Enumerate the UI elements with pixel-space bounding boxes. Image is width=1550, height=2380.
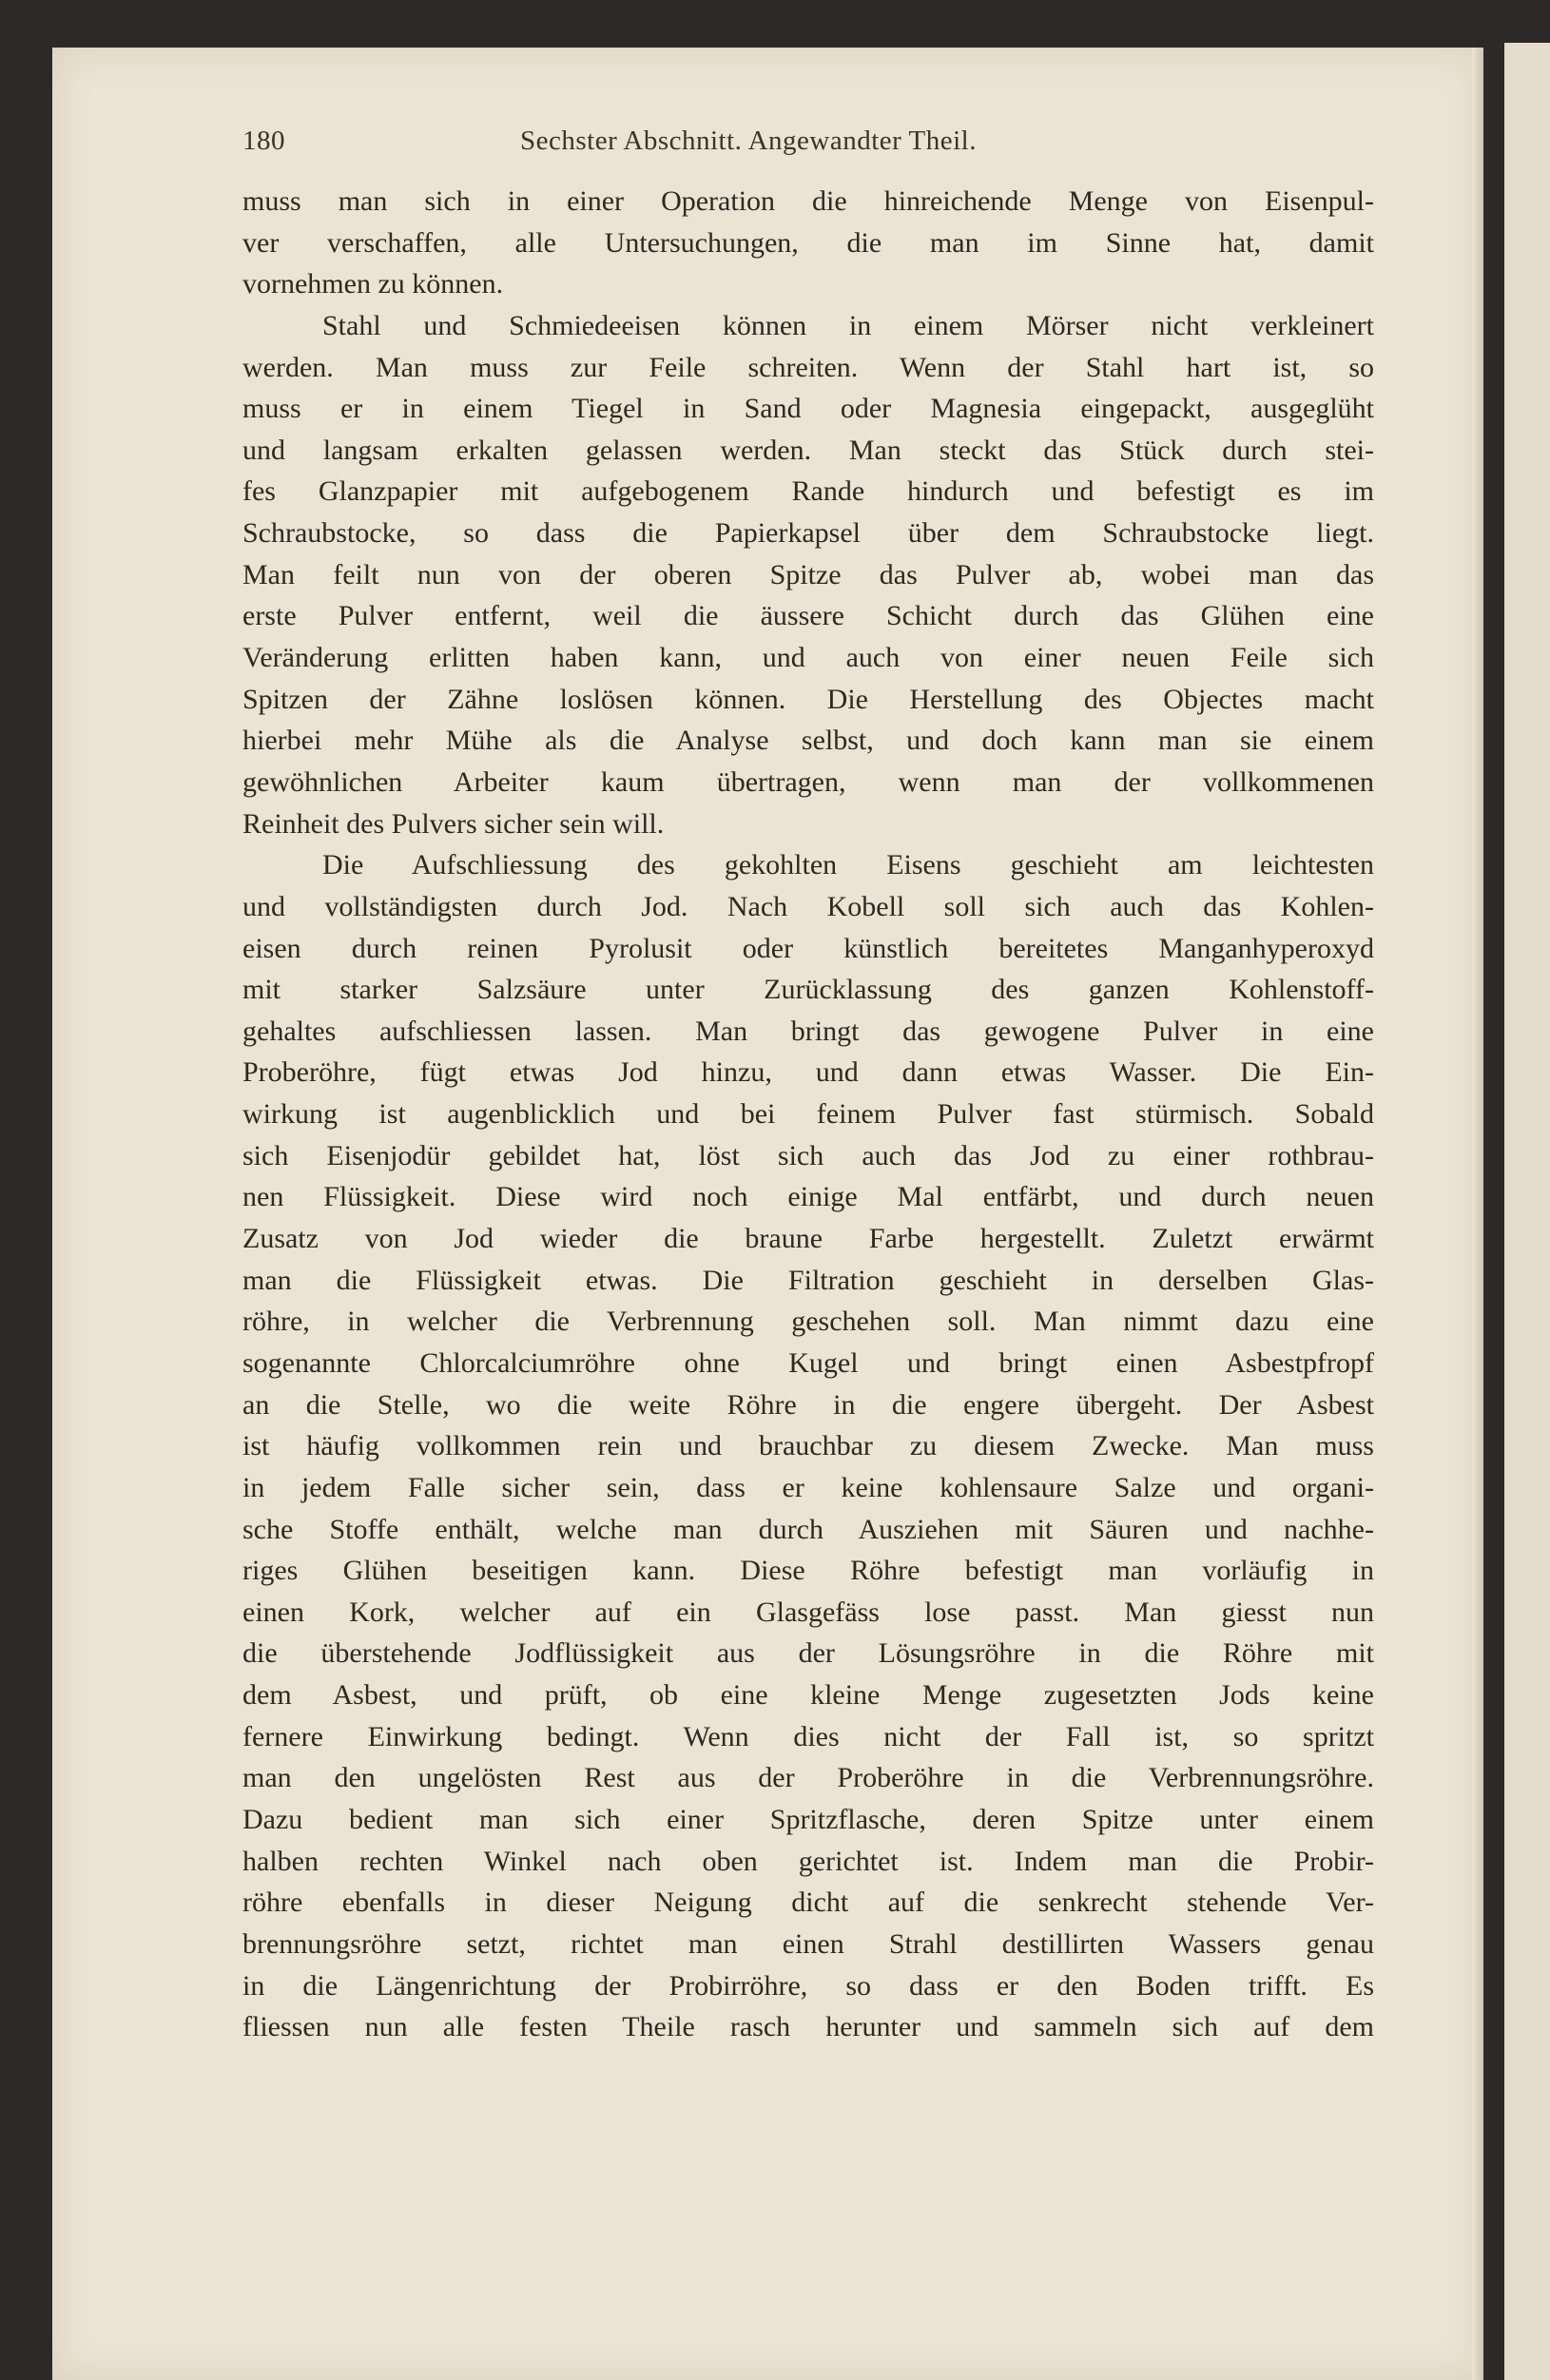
text-line: Stahl und Schmiedeeisen können in einem Mörser nicht verkleinert: [322, 309, 1374, 341]
text-line: man die Flüssigkeit etwas. Die Filtration geschieht in derselben Glas-: [242, 1264, 1374, 1296]
text-line: muss man sich in einer Operation die hinreichende Menge von Eisenpul-: [242, 185, 1374, 217]
text-line: gewöhnlichen Arbeiter kaum übertragen, wenn man der vollkommenen: [242, 765, 1374, 798]
text-line: in die Längenrichtung der Probirröhre, so dass er den Boden trifft. Es: [242, 1969, 1374, 2002]
page-gutter: [1472, 48, 1483, 2380]
text-line: sogenannte Chlorcalciumröhre ohne Kugel und bringt einen Asbestpfropf: [242, 1346, 1374, 1379]
text-line: sche Stoffe enthält, welche man durch Ausziehen mit Säuren und nachhe-: [242, 1513, 1374, 1545]
text-line: mit starker Salzsäure unter Zurücklassung des ganzen Kohlenstoff-: [242, 974, 1374, 1006]
text-line: nen Flüssigkeit. Diese wird noch einige Mal entfärbt, und durch neuen: [242, 1181, 1374, 1213]
text-line: an die Stelle, wo die weite Röhre in die engere übergeht. Der Asbest: [242, 1388, 1374, 1421]
text-line: in jedem Falle sicher sein, dass er keine kohlensaure Salze und organi-: [242, 1471, 1374, 1503]
text-line: eisen durch reinen Pyrolusit oder künstlich bereitetes Manganhyperoxyd: [242, 932, 1374, 964]
text-line: halben rechten Winkel nach oben gerichtet ist. Indem man die Probir-: [242, 1845, 1374, 1877]
body-text: [242, 181, 1374, 2048]
text-line: Reinheit des Pulvers sicher sein will.: [242, 807, 665, 840]
text-line: Man feilt nun von der oberen Spitze das Pulver ab, wobei man das: [242, 558, 1374, 590]
text-line: fliessen nun alle festen Theile rasch herunter und sammeln sich auf dem: [242, 2011, 1374, 2043]
text-line: die überstehende Jodflüssigkeit aus der Lösungsröhre in die Röhre mit: [242, 1637, 1374, 1670]
running-title: Sechster Abschnitt. Angewandter Theil.: [520, 126, 977, 156]
text-line: Zusatz von Jod wieder die braune Farbe hergestellt. Zuletzt erwärmt: [242, 1223, 1374, 1255]
text-line: muss er in einem Tiegel in Sand oder Magnesia eingepackt, ausgeglüht: [242, 393, 1374, 425]
text-line: Proberöhre, fügt etwas Jod hinzu, und dann etwas Wasser. Die Ein-: [242, 1056, 1374, 1089]
text-line: röhre ebenfalls in dieser Neigung dicht auf die senkrecht stehende Ver-: [242, 1887, 1374, 1919]
text-line: einen Kork, welcher auf ein Glasgefäss lose passt. Man giesst nun: [242, 1596, 1374, 1628]
text-line: und vollständigsten durch Jod. Nach Kobell soll sich auch das Kohlen-: [242, 890, 1374, 922]
text-line: vornehmen zu können.: [242, 268, 504, 300]
text-line: ist häufig vollkommen rein und brauchbar zu diesem Zwecke. Man muss: [242, 1430, 1374, 1462]
adjacent-page-edge: [1504, 43, 1550, 2380]
text-line: Die Aufschliessung des gekohlten Eisens geschieht am leichtesten: [322, 849, 1374, 881]
text-line: fes Glanzpapier mit aufgebogenem Rande hindurch und befestigt es im: [242, 475, 1374, 508]
text-line: Veränderung erlitten haben kann, und auch von einer neuen Feile sich: [242, 642, 1374, 674]
text-line: werden. Man muss zur Feile schreiten. Wenn der Stahl hart ist, so: [242, 351, 1374, 383]
text-line: gehaltes aufschliessen lassen. Man bringt das gewogene Pulver in eine: [242, 1015, 1374, 1047]
text-line: ver verschaffen, alle Untersuchungen, die man im Sinne hat, damit: [242, 226, 1374, 259]
text-line: brennungsröhre setzt, richtet man einen Strahl destillirten Wassers genau: [242, 1927, 1374, 1960]
text-line: Spitzen der Zähne loslösen können. Die Herstellung des Objectes macht: [242, 683, 1374, 715]
text-line: riges Glühen beseitigen kann. Diese Röhre befestigt man vorläufig in: [242, 1555, 1374, 1587]
text-line: sich Eisenjodür gebildet hat, löst sich auch das Jod zu einer rothbrau-: [242, 1139, 1374, 1171]
text-line: fernere Einwirkung bedingt. Wenn dies nicht der Fall ist, so spritzt: [242, 1720, 1374, 1752]
text-line: man den ungelösten Rest aus der Proberöhre in die Verbrennungsröhre.: [242, 1762, 1374, 1794]
text-line: dem Asbest, und prüft, ob eine kleine Menge zugesetzten Jods keine: [242, 1679, 1374, 1712]
text-line: und langsam erkalten gelassen werden. Man steckt das Stück durch stei-: [242, 434, 1374, 466]
text-line: Dazu bedient man sich einer Spritzflasche, deren Spitze unter einem: [242, 1803, 1374, 1835]
text-line: wirkung ist augenblicklich und bei feinem Pulver fast stürmisch. Sobald: [242, 1098, 1374, 1131]
running-header: [242, 126, 1193, 164]
text-line: hierbei mehr Mühe als die Analyse selbst, und doch kann man sie einem: [242, 725, 1374, 757]
text-line: erste Pulver entfernt, weil die äussere Schicht durch das Glühen eine: [242, 600, 1374, 632]
text-line: Schraubstocke, so dass die Papierkapsel über dem Schraubstocke liegt.: [242, 517, 1374, 550]
page-number: 180: [242, 126, 285, 156]
text-line: röhre, in welcher die Verbrennung geschehen soll. Man nimmt dazu eine: [242, 1306, 1374, 1338]
